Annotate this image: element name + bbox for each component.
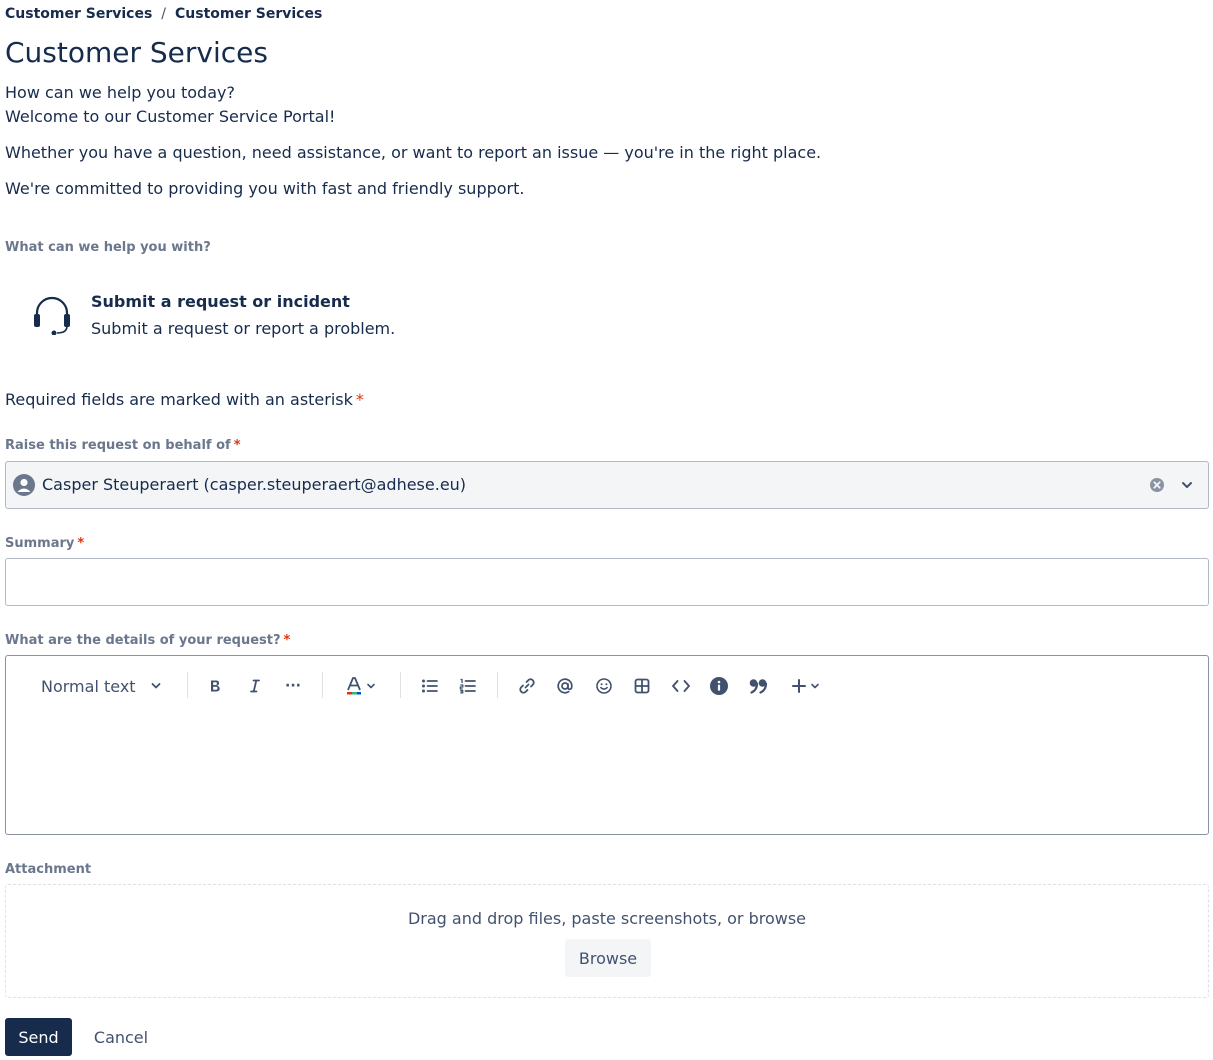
page-title: Customer Services: [5, 36, 268, 69]
emoji-icon: [595, 677, 613, 695]
text-style-label: Normal text: [41, 676, 136, 696]
attachment-label: Attachment: [5, 862, 92, 877]
headset-icon: [31, 293, 73, 335]
text-color-icon: [345, 676, 363, 696]
intro-line: Whether you have a question, need assistance, or want to report an issue — you're in the right place.: [5, 143, 822, 162]
bold-icon: [207, 678, 223, 694]
request-type-description: Submit a request or report a problem.: [91, 319, 396, 338]
intro-line: Welcome to our Customer Service Portal!: [5, 107, 336, 126]
table-button[interactable]: [629, 673, 655, 699]
bullet-list-icon: [421, 678, 439, 694]
mention-button[interactable]: [552, 673, 578, 699]
on-behalf-value: Casper Steuperaert (casper.steuperaert@adhese.eu): [42, 475, 467, 494]
summary-input[interactable]: [5, 558, 1209, 606]
send-button[interactable]: Send: [5, 1018, 72, 1056]
link-icon: [518, 677, 536, 695]
on-behalf-select[interactable]: [5, 461, 1209, 509]
details-editor-area[interactable]: [6, 714, 1208, 834]
numbered-list-icon: [459, 678, 477, 694]
breadcrumb-separator: /: [161, 6, 166, 22]
toolbar-divider: [187, 672, 188, 698]
required-asterisk: *: [77, 536, 85, 551]
toolbar-divider: [400, 672, 401, 698]
clear-icon[interactable]: [1149, 477, 1165, 493]
on-behalf-label: [5, 438, 241, 453]
toolbar-divider: [497, 672, 498, 698]
required-asterisk: *: [355, 390, 364, 409]
request-type-title: Submit a request or incident: [91, 292, 350, 311]
dropzone-text: Drag and drop files, paste screenshots, or browse: [407, 909, 807, 928]
quote-icon: [748, 677, 768, 695]
details-editor: [5, 655, 1209, 835]
attachment-dropzone[interactable]: [5, 884, 1209, 998]
chevron-down-icon: [366, 681, 376, 691]
required-asterisk: *: [283, 633, 291, 648]
details-label-text: What are the details of your request?: [5, 633, 281, 648]
code-icon: [671, 678, 691, 694]
breadcrumb-item-portal[interactable]: Customer Services: [5, 6, 153, 22]
text-style-dropdown[interactable]: [34, 673, 164, 699]
breadcrumb-item-current[interactable]: Customer Services: [175, 6, 323, 22]
bullet-list-button[interactable]: [417, 673, 443, 699]
required-note-text: Required fields are marked with an asterisk: [5, 390, 353, 409]
help-section-label: What can we help you with?: [5, 240, 211, 255]
chevron-down-icon[interactable]: [1180, 478, 1194, 492]
table-icon: [633, 677, 651, 695]
plus-icon: [791, 678, 807, 694]
more-icon: ···: [285, 678, 301, 694]
italic-button[interactable]: [242, 673, 268, 699]
intro-text: [5, 81, 821, 201]
toolbar-divider: [322, 672, 323, 698]
details-label: [5, 633, 290, 648]
required-asterisk: *: [233, 438, 241, 453]
chevron-down-icon: [150, 680, 162, 692]
on-behalf-label-text: Raise this request on behalf of: [5, 438, 231, 453]
code-button[interactable]: [668, 673, 694, 699]
summary-label-text: Summary: [5, 536, 75, 551]
breadcrumb: [5, 6, 322, 22]
chevron-down-icon: [810, 681, 820, 691]
browse-button[interactable]: Browse: [565, 939, 651, 977]
bold-button[interactable]: [202, 673, 228, 699]
required-fields-note: [5, 390, 364, 409]
numbered-list-button[interactable]: [455, 673, 481, 699]
insert-more-button[interactable]: [785, 673, 825, 699]
info-panel-button[interactable]: [706, 673, 732, 699]
emoji-button[interactable]: [591, 673, 617, 699]
intro-line: We're committed to providing you with fast and friendly support.: [5, 179, 525, 198]
user-avatar-icon: [13, 474, 35, 496]
italic-icon: [247, 678, 263, 694]
more-formatting-button[interactable]: [280, 673, 306, 699]
intro-line: How can we help you today?: [5, 83, 235, 102]
mention-icon: [556, 677, 574, 695]
summary-label: [5, 536, 84, 551]
request-type-card[interactable]: [5, 282, 605, 352]
text-color-button[interactable]: [340, 673, 380, 699]
quote-button[interactable]: [745, 673, 771, 699]
info-icon: [709, 676, 729, 696]
editor-toolbar: [6, 656, 1208, 714]
cancel-button[interactable]: Cancel: [85, 1018, 157, 1056]
link-button[interactable]: [514, 673, 540, 699]
